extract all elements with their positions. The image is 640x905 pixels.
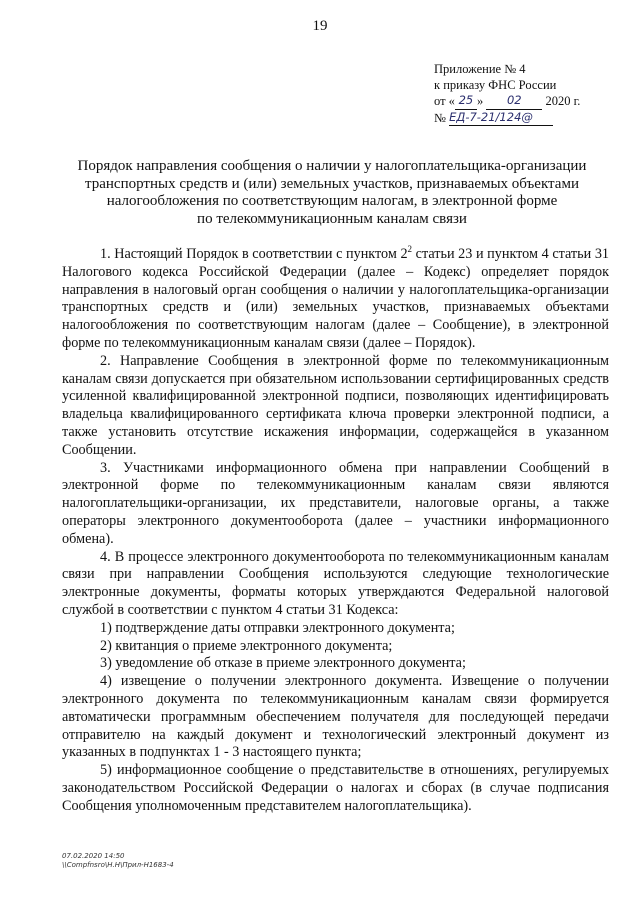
appendix-number-line <box>434 110 580 127</box>
list-item-4: 4) извещение о получении электронного документа. Извещение о получении электронного документа по телекоммуникационным каналам связи формируется автоматически программным обеспечением получателя для последующей передачи отправителю на каждый документ и технологический электронный документ из указанных в подпунктах 1 - 3 настоящего пункта; <box>62 673 609 761</box>
handwritten-month: 02 <box>486 93 542 110</box>
appendix-block <box>434 62 580 126</box>
title-line: Порядок направления сообщения о наличии у налогоплательщика-организации <box>77 158 587 174</box>
document-title <box>62 158 602 228</box>
date-year: 2020 г. <box>545 94 581 108</box>
file-footer <box>62 852 174 870</box>
date-mid: » <box>476 94 484 108</box>
title-line: транспортных средств и (или) земельных участков, признаваемых объектами <box>85 175 579 192</box>
appendix-date-line <box>434 93 580 110</box>
list-item-3: 3) уведомление об отказе в приеме электронного документа; <box>100 655 466 672</box>
paragraph-1-rest: статьи 23 и пунктом 4 статьи 31 Налогового кодекса Российской Федерации (далее – Кодекс) определяет порядок направления в налоговый орган сообщения о наличии у налогоплательщика-организации транспортных средств и (или) земельных участков, признаваемых объектами налогообложения по соответствующим налогам (далее – Сообщение), в электронной форме по телекоммуникационным каналам связи (далее – Порядок). <box>62 246 610 351</box>
handwritten-order-number: ЕД-7-21/124@ <box>449 110 553 127</box>
paragraph-1-start: 1. Настоящий Порядок в соответствии с пунктом 2 <box>100 246 408 262</box>
paragraph-3: 3. Участниками информационного обмена при направлении Сообщений в электронной форме по телекоммуникационным каналам связи являются налогоплательщики-организации, их представители, налоговые органы, а также операторы электронного документооборота (далее – участники информационного обмена). <box>62 459 609 547</box>
list-item-2: 2) квитанция о приеме электронного документа; <box>100 637 393 654</box>
superscript: 2 <box>407 244 413 254</box>
handwritten-day: 25 <box>455 93 477 110</box>
number-prefix: № <box>434 110 446 125</box>
paragraph-1 <box>62 246 609 353</box>
list-item-1: 1) подтверждение даты отправки электронного документа; <box>100 619 455 636</box>
title-line: по телекоммуникационным каналам связи <box>197 210 467 227</box>
paragraph-4: 4. В процессе электронного документооборота по телекоммуникационным каналам связи при направлении Сообщения используются следующие технологические электронные документы, форматы которых утверждаются Федеральной налоговой службой в соответствии с пунктом 4 статьи 31 Кодекса: <box>62 548 609 618</box>
appendix-order-ref: к приказу ФНС России <box>434 77 557 92</box>
footer-timestamp: 07.02.2020 14:50 <box>62 852 125 860</box>
page-number: 19 <box>312 18 328 34</box>
paragraph-2: 2. Направление Сообщения в электронной форме по телекоммуникационным каналам связи допускается при обязательном использовании сертифицированных средств усиленной квалифицированной электронной подписи, позволяющих идентифицировать владельца квалифицированного сертификата ключа проверки электронной подписи, а также установить отсутствие искажения информации, содержащейся в указанном Сообщении. <box>62 352 609 458</box>
list-item-5: 5) информационное сообщение о представительстве в отношениях, регулируемых законодательством Российской Федерации о налогах и сборах (в случае подписания Сообщения уполномоченным представителем налогоплательщика). <box>62 762 609 814</box>
title-line: налогообложения по соответствующим налогам, в электронной форме <box>106 193 558 209</box>
footer-file-path: \\Compfnsro\Н.Н\Прил-Н1683-4 <box>62 861 174 869</box>
document-body <box>62 246 609 816</box>
appendix-title: Приложение № 4 <box>434 62 526 76</box>
date-prefix: от « <box>434 94 455 108</box>
